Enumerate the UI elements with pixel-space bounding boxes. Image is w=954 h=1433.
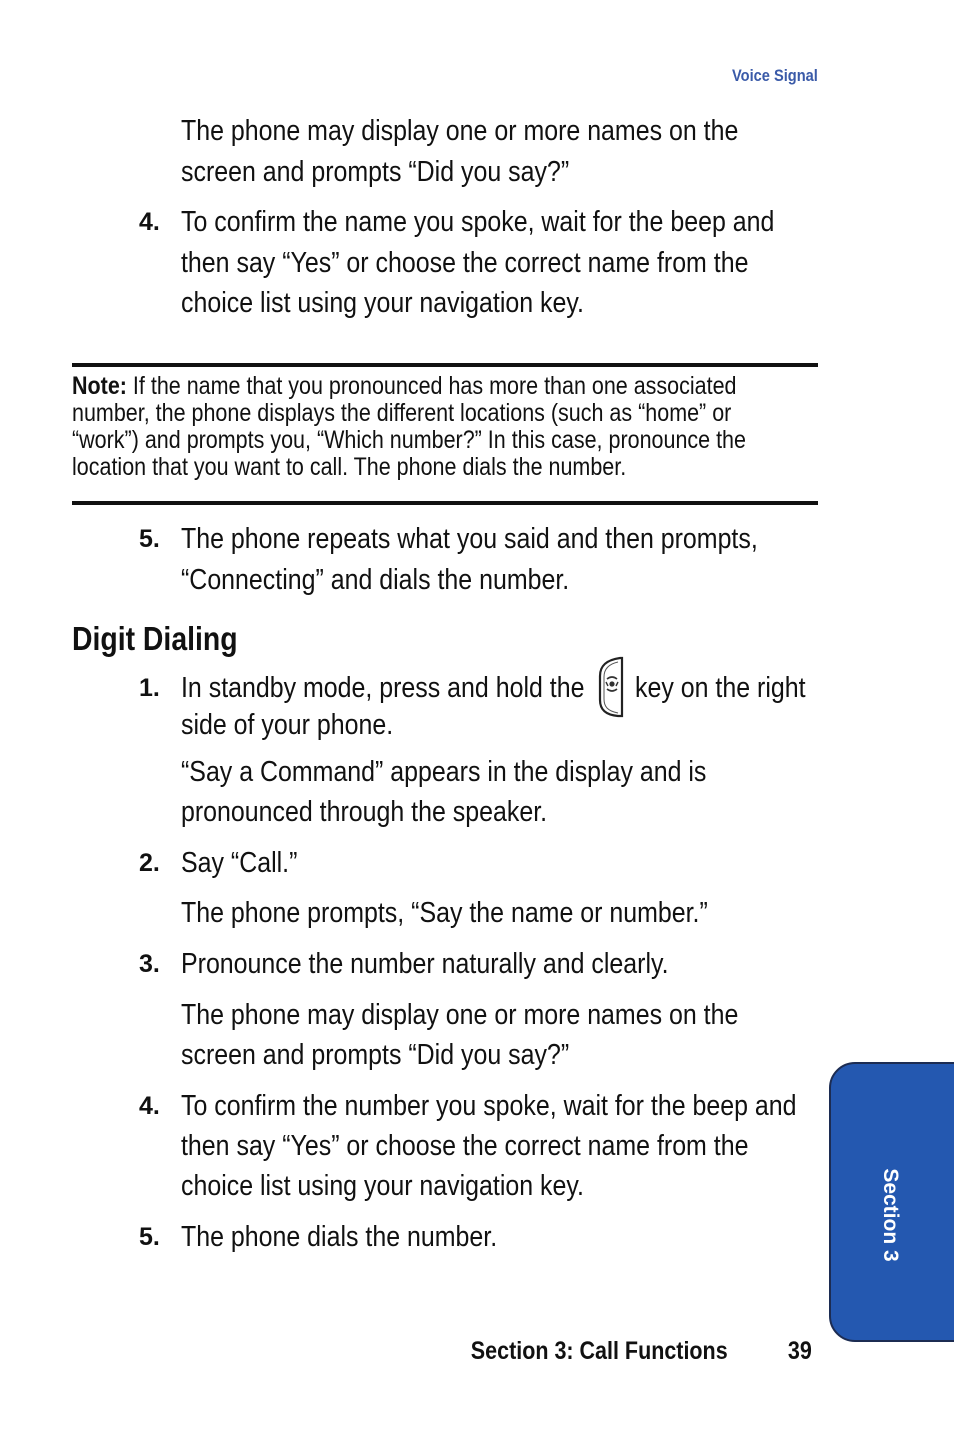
step-4-line-2: then say “Yes” or choose the correct name from the bbox=[181, 247, 749, 279]
note-line-3: “work”) and prompts you, “Which number?” In this case, pronounce the bbox=[72, 426, 746, 454]
note-bottom-rule bbox=[72, 501, 818, 505]
dd-step-4-line-1: To confirm the number you spoke, wait for the beep and bbox=[181, 1090, 797, 1122]
dd-step-3-line: Pronounce the number naturally and clearly. bbox=[181, 948, 669, 980]
step-number: 4. bbox=[139, 208, 160, 236]
step-4-line-1: To confirm the name you spoke, wait for the beep and bbox=[181, 206, 775, 238]
dd-step-5-line: The phone dials the number. bbox=[181, 1221, 498, 1253]
running-head: Voice Signal bbox=[732, 66, 818, 85]
intro-line-1: The phone may display one or more names on the bbox=[181, 115, 739, 147]
dd-step-1-line-1a: In standby mode, press and hold the bbox=[181, 672, 585, 704]
section-heading: Digit Dialing bbox=[72, 620, 238, 657]
footer-section-title: Section 3: Call Functions bbox=[471, 1337, 728, 1365]
step-4-line-3: choice list using your navigation key. bbox=[181, 287, 584, 319]
note-line-4: location that you want to call. The phone dials the number. bbox=[72, 453, 627, 481]
step-number: 5. bbox=[139, 525, 160, 553]
intro-line-2: screen and prompts “Did you say?” bbox=[181, 156, 570, 188]
dd-step-1-line-2: side of your phone. bbox=[181, 709, 394, 741]
step-5-line-2: “Connecting” and dials the number. bbox=[181, 564, 570, 596]
dd-step-3-para-1: The phone may display one or more names on the bbox=[181, 999, 739, 1031]
step-number: 5. bbox=[139, 1223, 160, 1251]
dd-step-3-para-2: screen and prompts “Did you say?” bbox=[181, 1039, 570, 1071]
dd-step-1-para-1: “Say a Command” appears in the display and is bbox=[181, 756, 707, 788]
step-number: 2. bbox=[139, 849, 160, 877]
section-tab-label: Section 3 bbox=[879, 1168, 902, 1262]
step-number: 4. bbox=[139, 1092, 160, 1120]
dd-step-1-line-1b: key on the right bbox=[635, 672, 806, 704]
dd-step-4-line-3: choice list using your navigation key. bbox=[181, 1170, 584, 1202]
step-number: 3. bbox=[139, 950, 160, 978]
voice-key-icon bbox=[596, 656, 626, 718]
dd-step-4-line-2: then say “Yes” or choose the correct name from the bbox=[181, 1130, 749, 1162]
note-line-2: number, the phone displays the different locations (such as “home” or bbox=[72, 399, 732, 427]
page-number: 39 bbox=[788, 1337, 812, 1365]
note-label: Note: bbox=[72, 372, 127, 400]
step-number: 1. bbox=[139, 674, 160, 702]
note-text: If the name that you pronounced has more than one associated bbox=[126, 372, 737, 400]
note-line-1 bbox=[72, 373, 737, 400]
note-top-rule bbox=[72, 363, 818, 367]
dd-step-2-line: Say “Call.” bbox=[181, 847, 298, 879]
dd-step-1-para-2: pronounced through the speaker. bbox=[181, 796, 548, 828]
dd-step-2-para: The phone prompts, “Say the name or number.” bbox=[181, 897, 708, 929]
step-5-line-1: The phone repeats what you said and then prompts, bbox=[181, 523, 758, 555]
